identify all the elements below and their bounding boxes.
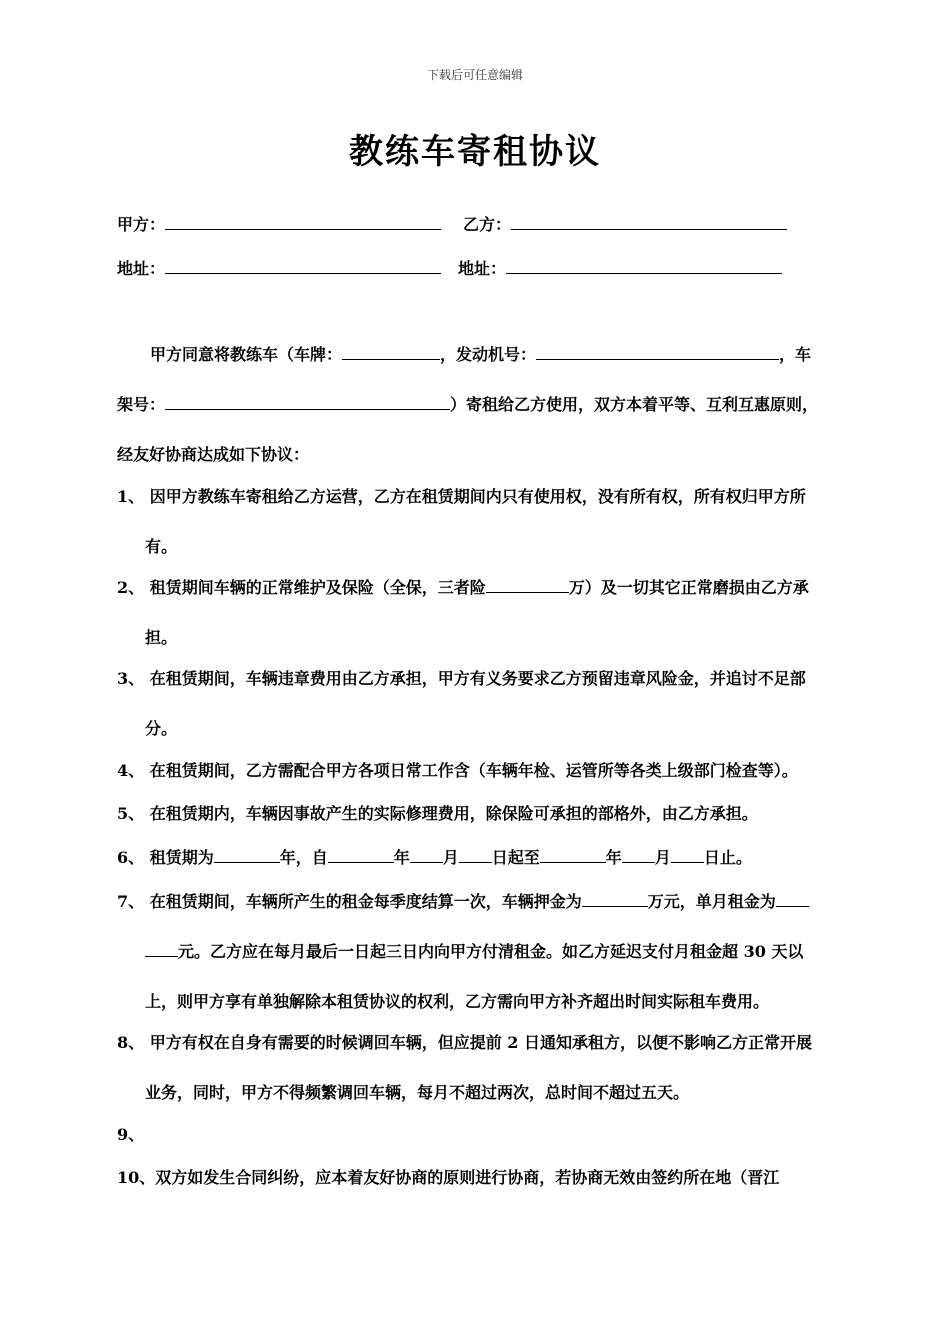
clause-5: 5、 在租赁期内，车辆因事故产生的实际修理费用，除保险可承担的部格外，由乙方承担。 xyxy=(117,804,758,823)
clause-7-line-2 xyxy=(145,939,803,962)
clause-3-line-2: 分。 xyxy=(145,719,178,738)
intro-text: 甲方同意将教练车（车牌： xyxy=(150,345,343,364)
plate-blank[interactable] xyxy=(342,343,440,360)
clause-8-line-1: 8、 甲方有权在自身有需要的时候调回车辆，但应提前 2 日通知承租方，以便不影响乙方正常开展 xyxy=(117,1033,812,1052)
clause-4: 4、 在租赁期间，乙方需配合甲方各项日常工作含（车辆年检、运管所等各类上级部门检查等）。 xyxy=(117,761,798,780)
intro-text: ）寄租给乙方使用，双方本着平等、互利互惠原则， xyxy=(450,395,819,414)
clause-text: 元。乙方应在每月最后一日起三日内向甲方付清租金。如乙方延迟支付月租金超 30 天以 xyxy=(178,942,804,961)
engine-no-blank[interactable] xyxy=(536,343,779,360)
clause-2-line-2: 担。 xyxy=(145,628,178,647)
party-a-label: 甲方： xyxy=(117,215,166,234)
party-a-line xyxy=(117,212,441,235)
clause-text: 月 xyxy=(442,848,459,867)
document-title: 教练车寄租协议 xyxy=(349,132,601,172)
party-b-label: 乙方： xyxy=(463,215,512,234)
end-day-blank[interactable] xyxy=(671,846,704,863)
start-day-blank[interactable] xyxy=(459,846,492,863)
clause-text: 万元，单月租金为 xyxy=(647,892,776,911)
clause-text: 万）及一切其它正常磨损由乙方承 xyxy=(568,578,809,597)
party-a-blank[interactable] xyxy=(165,213,441,230)
clause-text: 7、 在租赁期间，车辆所产生的租金每季度结算一次，车辆押金为 xyxy=(117,892,582,911)
address-b-label: 地址： xyxy=(458,259,507,278)
clause-1-line-2: 有。 xyxy=(145,537,178,556)
header-note: 下载后可任意编辑 xyxy=(426,68,523,82)
clause-3-line-1: 3、 在租赁期间，车辆违章费用由乙方承担，甲方有义务要求乙方预留违章风险金，并追讨不足部 xyxy=(117,669,806,688)
clause-10-line-1: 10、双方如发生合同纠纷，应本着友好协商的原则进行协商，若协商无效由签约所在地（晋江 xyxy=(117,1168,780,1187)
monthly-rent-blank-b[interactable] xyxy=(145,940,178,957)
lease-years-blank[interactable] xyxy=(214,846,280,863)
clause-9: 9、 xyxy=(117,1125,145,1144)
start-year-blank[interactable] xyxy=(328,846,394,863)
monthly-rent-blank-a[interactable] xyxy=(776,890,809,907)
frame-no-blank[interactable] xyxy=(165,393,450,410)
address-b-line xyxy=(458,256,782,279)
start-month-blank[interactable] xyxy=(410,846,443,863)
deposit-blank[interactable] xyxy=(582,890,648,907)
intro-text: ，车 xyxy=(779,345,812,364)
clause-2-line-1 xyxy=(117,575,809,598)
clause-text: 年 xyxy=(393,848,410,867)
end-month-blank[interactable] xyxy=(622,846,655,863)
clause-text: 日起至 xyxy=(491,848,540,867)
clause-7-line-1 xyxy=(117,889,809,912)
intro-line-1 xyxy=(150,342,811,365)
intro-text: ，发动机号： xyxy=(440,345,537,364)
clause-text: 月 xyxy=(654,848,671,867)
clause-7-line-3: 上，则甲方享有单独解除本租赁协议的权利，乙方需向甲方补齐超出时间实际租车费用。 xyxy=(145,992,770,1011)
clause-8-line-2: 业务，同时，甲方不得频繁调回车辆，每月不超过两次，总时间不超过五天。 xyxy=(145,1083,690,1102)
address-b-blank[interactable] xyxy=(506,257,782,274)
intro-text: 架号： xyxy=(117,395,166,414)
intro-line-2 xyxy=(117,392,818,415)
clause-text: 日止。 xyxy=(703,848,752,867)
clause-text: 2、 租赁期间车辆的正常维护及保险（全保，三者险 xyxy=(117,578,486,597)
intro-line-3: 经友好协商达成如下协议： xyxy=(117,445,310,464)
address-a-label: 地址： xyxy=(117,259,166,278)
insurance-amount-blank[interactable] xyxy=(486,576,569,593)
clause-text: 年 xyxy=(605,848,622,867)
clause-text: 年，自 xyxy=(279,848,328,867)
party-b-blank[interactable] xyxy=(511,213,787,230)
address-a-line xyxy=(117,256,441,279)
clause-6 xyxy=(117,845,752,868)
clause-text: 6、 租赁期为 xyxy=(117,848,214,867)
clause-1-line-1: 1、 因甲方教练车寄租给乙方运营，乙方在租赁期间内只有使用权，没有所有权，所有权归甲方所 xyxy=(117,487,806,506)
party-b-line xyxy=(463,212,787,235)
address-a-blank[interactable] xyxy=(165,257,441,274)
end-year-blank[interactable] xyxy=(540,846,606,863)
